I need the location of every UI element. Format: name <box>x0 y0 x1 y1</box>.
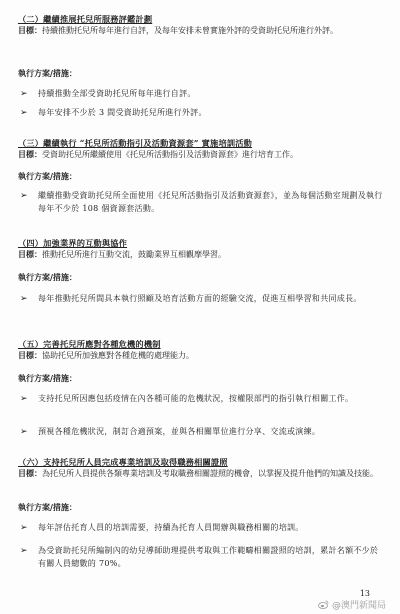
section-4-heading: （四）加強業界的互動與協作 <box>18 238 128 248</box>
goal-label: 目標： <box>18 350 42 360</box>
section-4 <box>18 238 384 261</box>
page-number: 13 <box>359 589 370 598</box>
section-6-bullet-2: ➢ 為受資助托兒所編制內的幼兒導師助理提供考取與工作範疇相關證照的培訓，累計名額不少於有關人員總數的 70%。 <box>20 545 384 570</box>
goal-text: 推動托兒所進行互動交流，鼓勵業界互相觀摩學習。 <box>42 250 226 259</box>
section-5-plan-label: 執行方案/措施： <box>18 373 77 383</box>
goal-label: 目標： <box>18 25 42 35</box>
arrow-bullet-icon: ➢ <box>20 108 28 118</box>
goal-text: 為托兒所人員提供各類專業培訓及考取職務相關證照的機會，以掌握及提升他們的知識及技能。 <box>42 469 378 478</box>
section-4-plan-label: 執行方案/措施： <box>18 272 77 282</box>
arrow-bullet-icon: ➢ <box>20 546 28 556</box>
goal-label: 目標： <box>18 149 42 159</box>
goal-text: 協助托兒所加強應對各種危機的處理能力。 <box>42 351 194 360</box>
arrow-bullet-icon: ➢ <box>20 89 28 99</box>
section-5-bullet-1: ➢ 支持托兒所因應包括疫情在內各種可能的危機狀況，按權限部門的指引執行相關工作。 <box>20 394 354 404</box>
section-4-goal <box>18 249 384 261</box>
section-6 <box>18 457 384 480</box>
section-6-goal <box>18 468 384 480</box>
section-3-heading: （三）繼續執行 “托兒所活動指引及活動資源套” 實施培訓活動 <box>18 138 252 148</box>
arrow-bullet-icon: ➢ <box>20 294 28 304</box>
arrow-bullet-icon: ➢ <box>20 427 28 437</box>
section-6-bullet-1: ➢ 每年評估托育人員的培訓需要，持續為托育人員開辦與職務相關的培訓。 <box>20 523 304 533</box>
weibo-logo-icon <box>318 600 329 609</box>
section-5 <box>18 339 384 362</box>
section-3-bullet-1: ➢ 繼續推動受資助托兒所全面使用《托兒所活動指引及活動資源套》，並為每個活動室規劃及執行每年不少於 108 個資源套活動。 <box>20 190 384 215</box>
section-3-plan-label: 執行方案/措施： <box>18 171 77 181</box>
section-5-heading: （五）完善托兒所應對各種危機的機制 <box>18 339 161 349</box>
arrow-bullet-icon: ➢ <box>20 394 28 404</box>
section-5-bullet-2: ➢ 預視各種危機狀況，制訂合適預案，並與各相關單位進行分享、交流或演練。 <box>20 427 321 437</box>
section-5-goal <box>18 350 384 362</box>
goal-label: 目標： <box>18 249 42 259</box>
section-3-goal <box>18 149 384 161</box>
section-2-heading: （二）繼續推展托兒所服務評鑑計劃 <box>18 14 153 24</box>
section-2-plan-label: 執行方案/措施： <box>18 68 77 78</box>
section-2-goal <box>18 25 384 37</box>
section-2 <box>18 14 384 37</box>
watermark-text: @澳門新聞局 <box>331 601 386 611</box>
goal-text: 持續推動托兒所每年進行自評，及每年安排未曾實施外評的受資助托兒所進行外評。 <box>42 26 338 35</box>
goal-text: 受資助托兒所繼續使用《托兒所活動指引及活動資源套》進行培育工作。 <box>42 150 298 159</box>
section-6-heading: （六）支持托兒所人員完成專業培訓及取得職務相關證照 <box>18 457 228 467</box>
section-6-plan-label: 執行方案/措施： <box>18 502 77 512</box>
goal-label: 目標： <box>18 468 42 478</box>
section-4-bullet-1: ➢ 每年推動托兒所間具本執行照顧及培育活動方面的經驗交流，促進互相學習和共同成長。 <box>20 294 362 304</box>
section-2-bullet-2: ➢ 每年安排不少於 3 間受資助托兒所進行外評。 <box>20 108 207 118</box>
section-3 <box>18 138 384 161</box>
arrow-bullet-icon: ➢ <box>20 191 28 201</box>
arrow-bullet-icon: ➢ <box>20 523 28 533</box>
section-2-bullet-1: ➢ 持續推動全部受資助托兒所每年進行自評。 <box>20 89 196 99</box>
watermark <box>318 598 386 611</box>
